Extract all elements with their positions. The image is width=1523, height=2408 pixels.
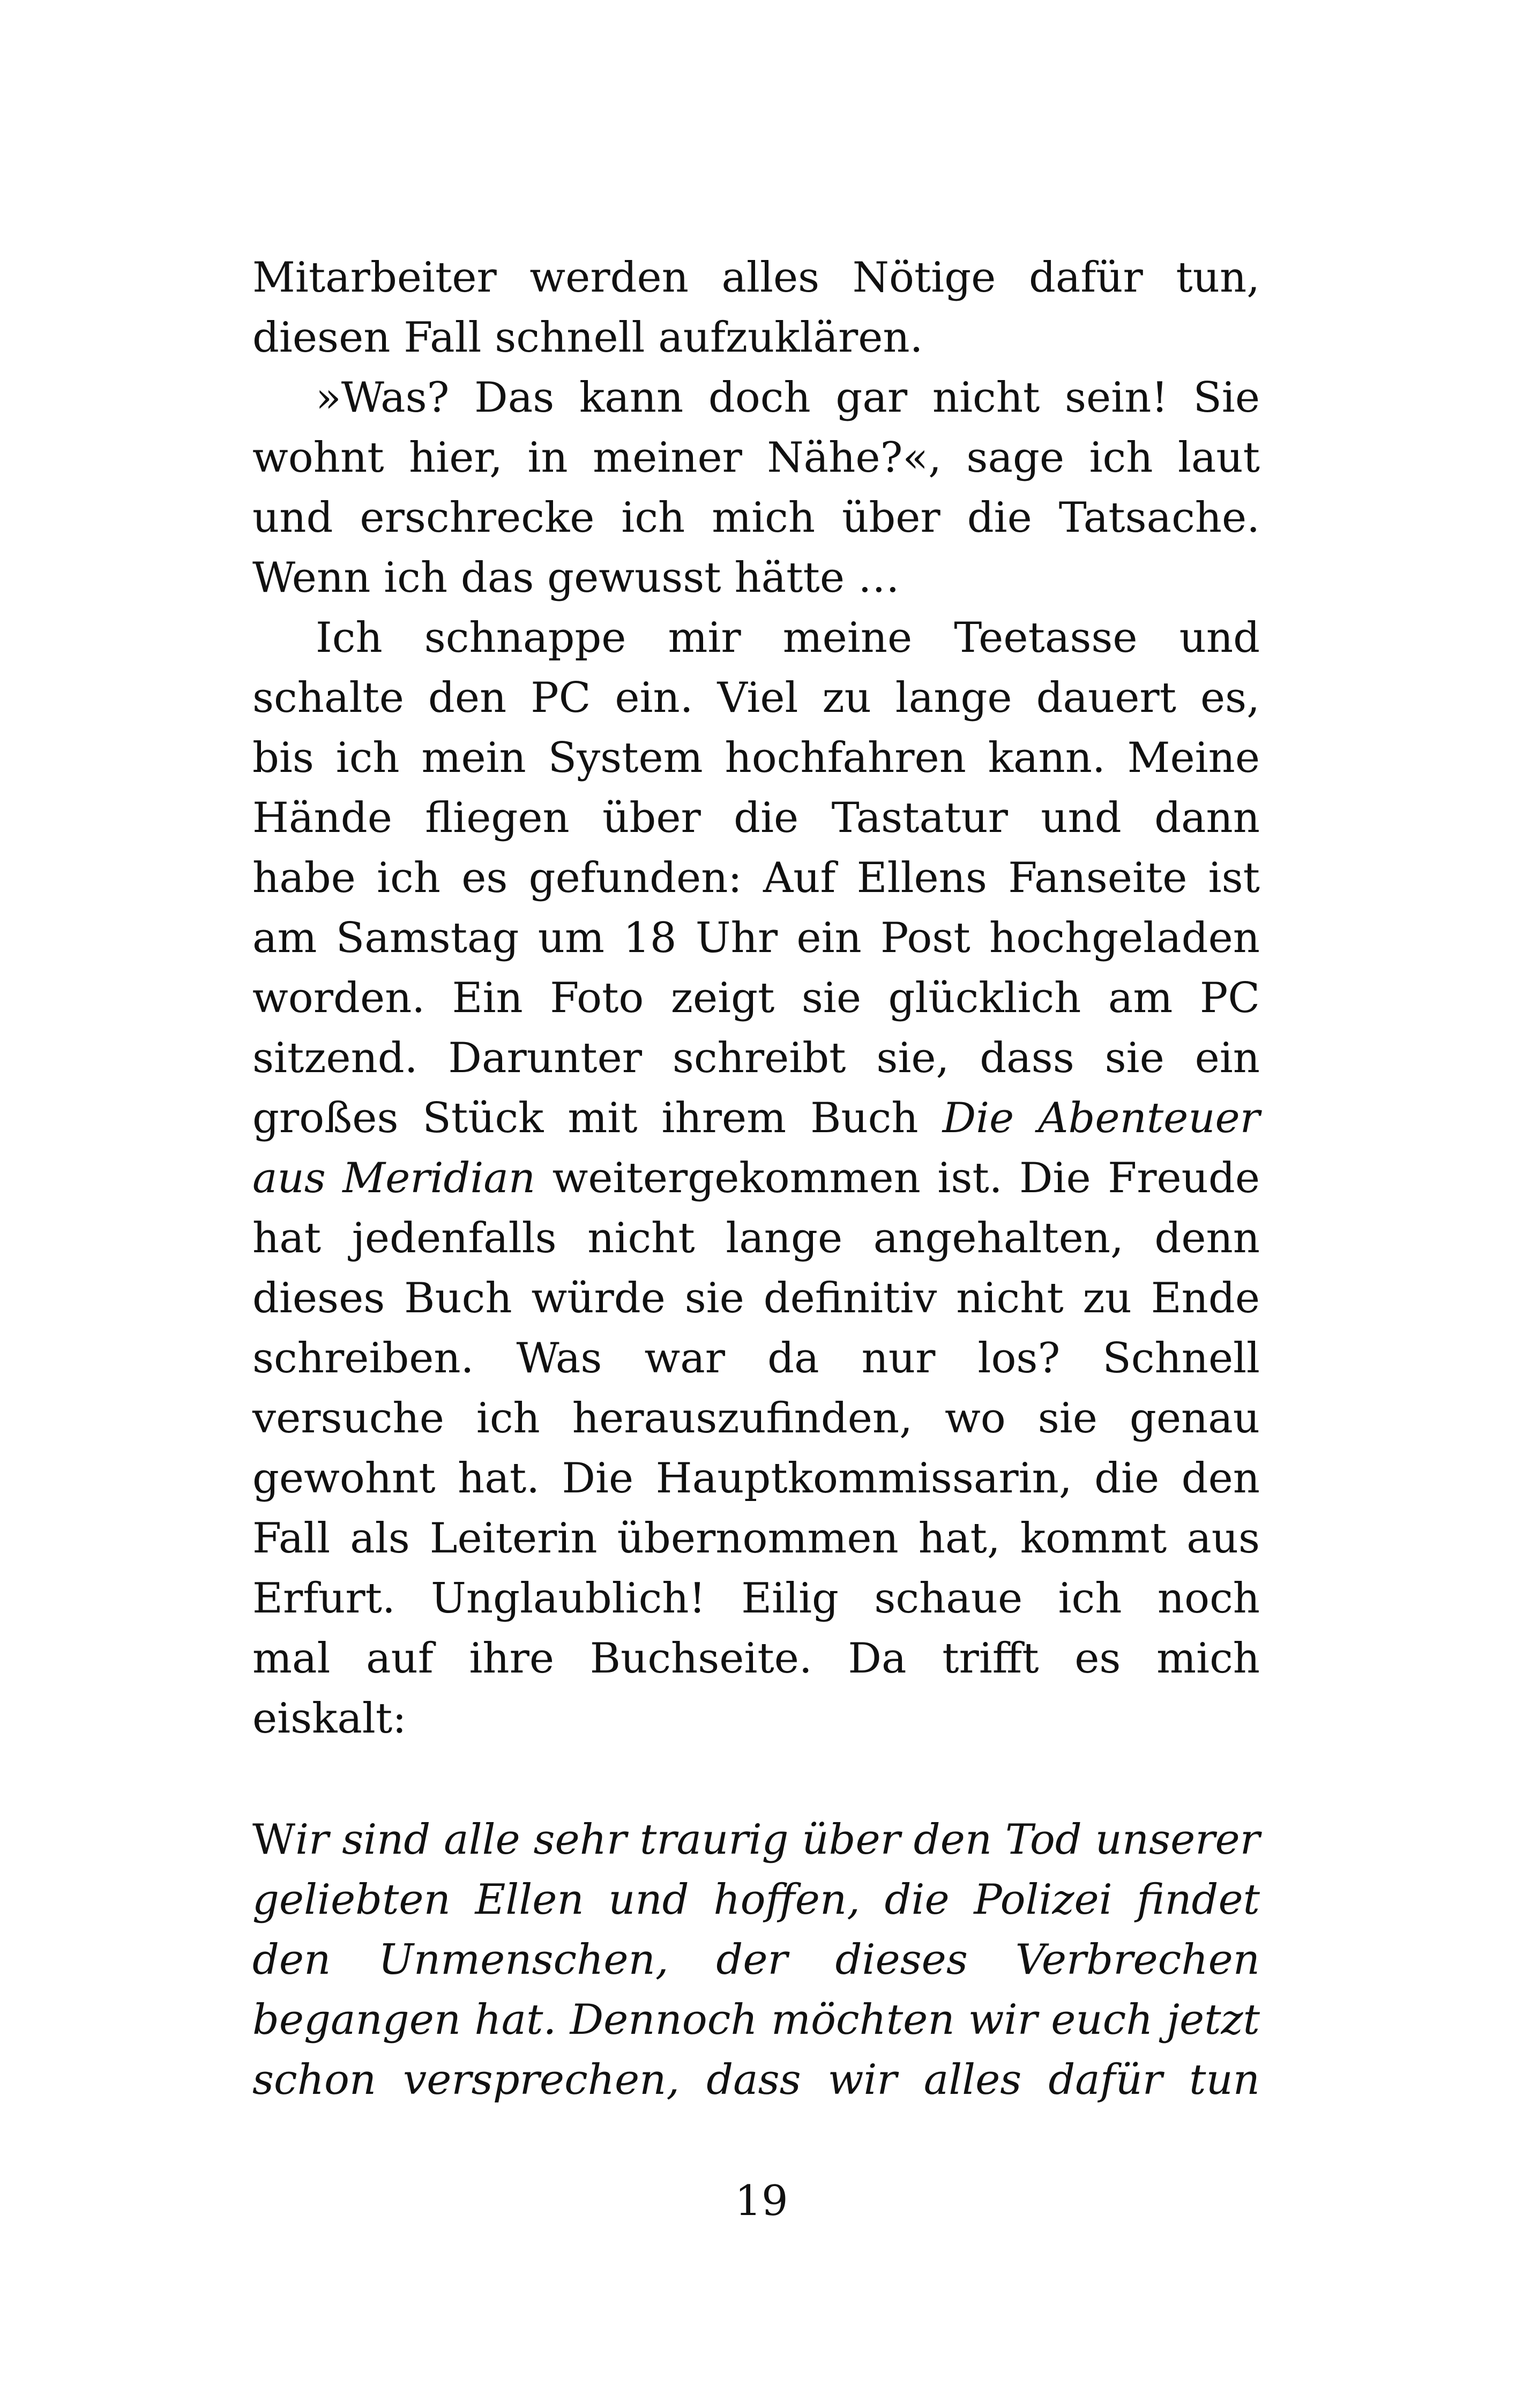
- text-line: versuche ich herauszufinden, wo sie genau: [252, 1394, 1260, 1443]
- book-title-part: aus Meridian: [252, 1154, 536, 1202]
- text-line: hat jedenfalls nicht lange angehalten, denn: [252, 1214, 1260, 1262]
- quote-line: [252, 1810, 1260, 1870]
- quote-line: begangen hat. Dennoch möchten wir euch jetzt: [252, 1996, 1260, 2044]
- quote-text: ir sind alle sehr traurig über den Tod unserer: [295, 1816, 1260, 1864]
- text-line: Erfurt. Unglaublich! Eilig schaue ich noch: [252, 1574, 1260, 1623]
- text-line: gewohnt hat. Die Hauptkommissarin, die den: [252, 1454, 1260, 1503]
- text-line: schreiben. Was war da nur los? Schnell: [252, 1334, 1260, 1383]
- text-line: eiskalt:: [252, 1694, 407, 1743]
- quote-line: den Unmenschen, der dieses Verbrechen: [252, 1936, 1260, 1984]
- text-line: und erschrecke ich mich über die Tatsache.: [252, 494, 1260, 542]
- text-line: habe ich es gefunden: Auf Ellens Fanseite ist: [252, 854, 1260, 902]
- text-line-with-title: [252, 1088, 1260, 1148]
- text-line-with-title: [252, 1148, 1260, 1208]
- quote-line: schon versprechen, dass wir alles dafür tun: [252, 2056, 1260, 2104]
- quote-line: geliebten Ellen und hoffen, die Polizei findet: [252, 1876, 1260, 1924]
- text-line: »Was? Das kann doch gar nicht sein! Sie: [316, 374, 1260, 422]
- text-line: dieses Buch würde sie definitiv nicht zu Ende: [252, 1274, 1260, 1322]
- book-title-part: Die Abenteuer: [942, 1094, 1260, 1142]
- page-number: 19: [735, 2177, 788, 2225]
- text-segment: großes Stück mit ihrem Buch: [252, 1094, 919, 1142]
- text-line: sitzend. Darunter schreibt sie, dass sie ein: [252, 1034, 1260, 1082]
- quote-initial: W: [252, 1816, 296, 1864]
- text-segment: weitergekommen ist. Die Freude: [552, 1154, 1260, 1202]
- body-text: [252, 248, 1260, 1749]
- text-line: Fall als Leiterin übernommen hat, kommt aus: [252, 1514, 1260, 1563]
- text-line: am Samstag um 18 Uhr ein Post hochgeladen: [252, 914, 1260, 962]
- text-line: Mitarbeiter werden alles Nötige dafür tun,: [252, 254, 1260, 302]
- text-line: mal auf ihre Buchseite. Da trifft es mich: [252, 1634, 1260, 1683]
- text-line: worden. Ein Foto zeigt sie glücklich am PC: [252, 974, 1260, 1022]
- text-line: diesen Fall schnell aufzuklären.: [252, 314, 923, 362]
- text-line: Wenn ich das gewusst hätte …: [252, 554, 900, 602]
- quoted-message: [252, 1810, 1260, 2110]
- text-line: Hände fliegen über die Tastatur und dann: [252, 794, 1260, 842]
- text-line: Ich schnappe mir meine Teetasse und: [316, 614, 1260, 662]
- text-line: schalte den PC ein. Viel zu lange dauert es,: [252, 674, 1260, 722]
- text-line: bis ich mein System hochfahren kann. Meine: [252, 734, 1260, 782]
- text-line: wohnt hier, in meiner Nähe?«, sage ich laut: [252, 434, 1260, 482]
